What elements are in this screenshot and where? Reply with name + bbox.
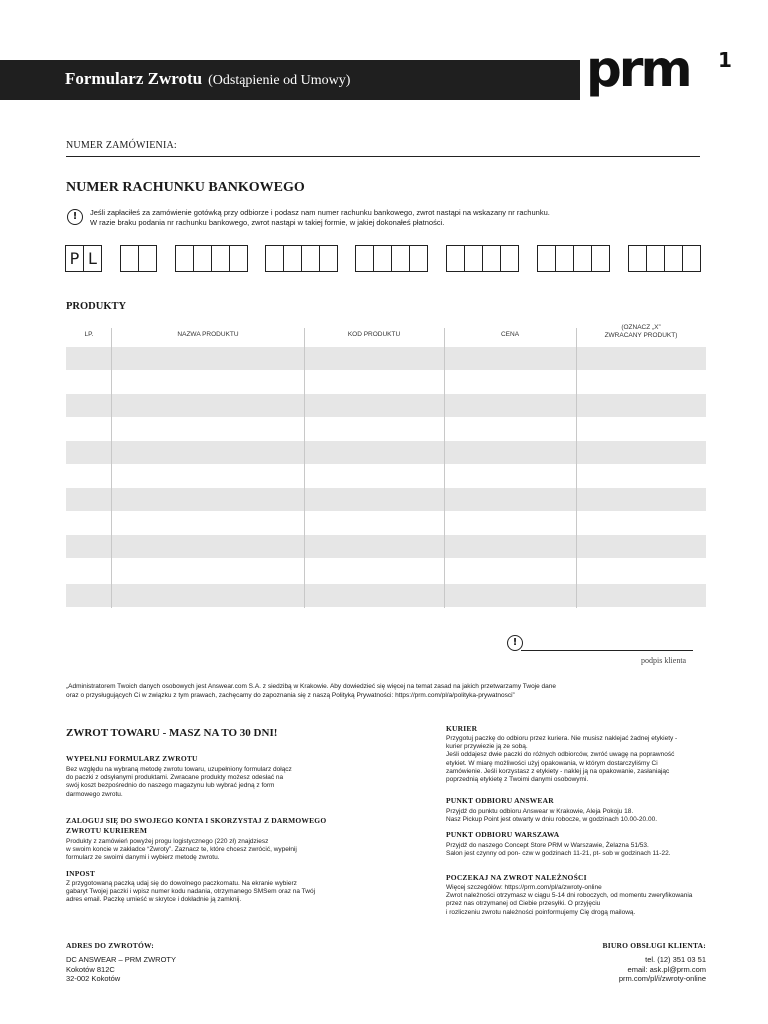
- text-line: przez nas otrzymanej od Ciebie przesyłki. O przyjęciu: [446, 900, 601, 908]
- text-line: do paczki z odsyłanymi produktami. Zwracane produkty możesz odesłać na: [66, 774, 284, 782]
- warsaw-pickup-title: PUNKT ODBIORU WARSZAWA: [446, 830, 560, 839]
- address-line: 32-002 Kokotów: [66, 974, 121, 983]
- column-header-mark: [576, 324, 706, 340]
- contact-url-link[interactable]: prm.com/pl/i/zwroty-online: [618, 974, 706, 983]
- iban-cell[interactable]: [211, 245, 230, 272]
- iban-cell[interactable]: [573, 245, 592, 272]
- table-row[interactable]: [66, 535, 706, 558]
- text-line: formularz ze swoimi danymi i wybierz metodę zwrotu.: [66, 854, 220, 862]
- iban-cell[interactable]: [482, 245, 501, 272]
- text-line: zamówienie. Jeśli korzystasz z etykiety - naklej ją na opakowanie, zasłaniając: [446, 767, 670, 775]
- iban-cell[interactable]: [628, 245, 647, 272]
- column-divider: [304, 328, 305, 608]
- logo-superscript: 1: [718, 48, 732, 72]
- iban-cell[interactable]: [391, 245, 410, 272]
- inpost-text: [66, 880, 366, 905]
- login-text: [66, 838, 366, 863]
- column-divider: [576, 328, 577, 608]
- refund-title: POCZEKAJ NA ZWROT NALEŻNOŚCI: [446, 873, 587, 882]
- iban-cell[interactable]: [301, 245, 320, 272]
- text-line: Nasz Pickup Point jest otwarty w dniu robocze, w godzinach 10.00-20.00.: [446, 816, 658, 824]
- iban-cell[interactable]: [229, 245, 248, 272]
- text-line: Bez względu na wybraną metodę zwrotu towaru, uzupełniony formularz dołącz: [66, 766, 292, 773]
- iban-cell[interactable]: [120, 245, 139, 272]
- iban-cell[interactable]: [500, 245, 519, 272]
- contact-email-link[interactable]: email: ask.pl@prm.com: [627, 964, 706, 974]
- inpost-title: INPOST: [66, 869, 96, 878]
- column-header-mark-line: ZWRACANY PRODUKT): [604, 332, 678, 339]
- iban-cell[interactable]: [409, 245, 428, 272]
- iban-digit-group[interactable]: [120, 245, 156, 272]
- text-line: Salon jest czynny od pon- czw w godzinach 11-21, pt- sob w godzinach 11-22.: [446, 850, 671, 858]
- warsaw-pickup-text: [446, 842, 716, 858]
- prm-logo: [586, 40, 736, 102]
- text-line: Jeśli oddajesz dwie paczki do różnych odbiorców, zwróć uwagę na poprawność: [446, 751, 675, 759]
- column-header-name: NAZWA PRODUKTU: [177, 331, 239, 338]
- form-title-main: Formularz Zwrotu: [65, 69, 203, 88]
- text-line: etykiet. W miarę możliwości użyj opakowania, w którym dostarczyliśmy Ci: [446, 759, 658, 767]
- iban-cell[interactable]: [664, 245, 683, 272]
- fill-form-text: [66, 766, 366, 799]
- text-line: Przyjdź do naszego Concept Store PRM w Warszawie, Żelazna 51/53.: [446, 842, 649, 849]
- contact-line: tel. (12) 351 03 51: [645, 955, 706, 964]
- text-line: Z przygotowaną paczką udaj się do dowolnego paczkomatu. Na ekranie wybierz: [66, 880, 297, 887]
- gdpr-line: „Administratorem Twoich danych osobowych jest Answear.com S.A. z siedzibą w Krakowie. Aby dowiedzieć się więcej na temat zasad na jakich przetwarzamy Twoje dane: [66, 683, 557, 690]
- courier-text: [446, 735, 716, 784]
- products-title: PRODUKTY: [66, 301, 127, 312]
- bank-note: [90, 208, 630, 228]
- iban-cell[interactable]: [682, 245, 701, 272]
- logo-text: prm: [586, 40, 690, 98]
- iban-digit-group[interactable]: [446, 245, 518, 272]
- login-title-line: ZALOGUJ SIĘ DO SWOJEGO KONTA I SKORZYSTAJ Z DARMOWEGO: [66, 816, 327, 825]
- iban-digit-group[interactable]: [628, 245, 700, 272]
- iban-prefix-group[interactable]: [65, 245, 101, 272]
- iban-cell[interactable]: [193, 245, 212, 272]
- login-title-line: ZWROTU KURIEREM: [66, 826, 148, 835]
- iban-cell[interactable]: P: [65, 245, 84, 272]
- login-title: [66, 816, 326, 836]
- text-line: poprzednią etykietę z Twoimi danymi osobowymi.: [446, 776, 589, 784]
- header-bar: [0, 60, 580, 100]
- signature-field[interactable]: [521, 650, 693, 651]
- order-number-label: NUMER ZAMÓWIENIA:: [66, 140, 177, 151]
- text-line: swój koszt bezpośrednio do naszego magazynu lub wybrać jedną z form: [66, 782, 275, 790]
- courier-title: KURIER: [446, 724, 478, 733]
- text-line: kurier przywiezie ją ze sobą.: [446, 743, 528, 751]
- signature-label: podpis klienta: [641, 656, 687, 665]
- answear-pickup-text: [446, 808, 716, 824]
- bank-account-title: NUMER RACHUNKU BANKOWEGO: [66, 180, 305, 195]
- gdpr-note: [66, 683, 586, 700]
- iban-cell[interactable]: [446, 245, 465, 272]
- column-header-lp: LP.: [84, 331, 94, 338]
- iban-cell[interactable]: [283, 245, 302, 272]
- iban-cell[interactable]: [319, 245, 338, 272]
- column-header-code: KOD PRODUKTU: [347, 331, 401, 338]
- column-divider: [111, 328, 112, 608]
- iban-cell[interactable]: [265, 245, 284, 272]
- return-address: [66, 955, 176, 984]
- iban-cell[interactable]: [555, 245, 574, 272]
- refund-text: [446, 884, 716, 917]
- iban-cell[interactable]: [464, 245, 483, 272]
- exclamation-icon: !: [507, 635, 523, 651]
- table-row[interactable]: [66, 488, 706, 511]
- form-title-sub: (Odstąpienie od Umowy): [208, 73, 351, 88]
- iban-digit-group[interactable]: [355, 245, 427, 272]
- text-line: Produkty z zamówień powyżej progu logistycznego (220 zł) znajdziesz: [66, 838, 269, 845]
- order-number-field[interactable]: [66, 156, 700, 157]
- column-divider: [444, 328, 445, 608]
- text-line: gabaryt Twojej paczki i wpisz numer kodu nadania, otrzymanego SMSem oraz na Twój: [66, 888, 316, 896]
- address-line: Kokotów 812C: [66, 964, 115, 974]
- bank-note-line: Jeśli zapłaciłeś za zamówienie gotówką przy odbiorze i podasz nam numer rachunku bankowego, zwrot nastąpi na wskazany nr rachunku.: [90, 208, 550, 217]
- address-line: DC ANSWEAR – PRM ZWROTY: [66, 955, 177, 964]
- iban-digit-group[interactable]: [175, 245, 247, 272]
- text-line: Zwrot należności otrzymasz w ciągu 5-14 dni roboczych, od momentu zweryfikowania: [446, 892, 693, 900]
- text-line: Przygotuj paczkę do odbioru przez kuriera. Nie musisz naklejać żadnej etykiety -: [446, 735, 678, 742]
- iban-cell[interactable]: [373, 245, 392, 272]
- exclamation-icon: !: [67, 209, 83, 225]
- table-row[interactable]: [66, 584, 706, 607]
- text-line: w swoim koncie w zakładce “Zwroty”. Zaznacz te, które chcesz zwrócić, wypełnij: [66, 846, 297, 854]
- table-row[interactable]: [66, 347, 706, 370]
- text-line: Więcej szczegółów: https://prm.com/pl/a/zwroty-online: [446, 884, 602, 891]
- form-title: [65, 69, 350, 89]
- iban-digit-group[interactable]: [265, 245, 337, 272]
- customer-service-contact: [619, 955, 706, 984]
- iban-cell[interactable]: [175, 245, 194, 272]
- text-line: i rozliczeniu zwrotu należności poinformujemy Cię drogą mailową.: [446, 908, 636, 916]
- iban-cell[interactable]: L: [83, 245, 102, 272]
- text-line: adres email. Paczkę umieść w skrytce i dokładnie ją zamknij.: [66, 896, 242, 904]
- customer-service-label: BIURO OBSŁUGI KLIENTA:: [602, 941, 706, 950]
- text-line: Przyjdź do punktu odbioru Answear w Krakowie, Aleja Pokoju 18.: [446, 808, 634, 815]
- gdpr-line: oraz o przysługujących Ci w związku z tym prawach, zachęcamy do zapoznania się z naszą Polityką Prywatności: https://prm.com/pl/a/polityka-prywatnosci”: [66, 691, 515, 699]
- iban-cell[interactable]: [355, 245, 374, 272]
- iban-cell[interactable]: [138, 245, 157, 272]
- return-section-title: ZWROT TOWARU - MASZ NA TO 30 DNI!: [66, 727, 278, 739]
- fill-form-title: WYPEŁNIJ FORMULARZ ZWROTU: [66, 754, 198, 763]
- return-address-label: ADRES DO ZWROTÓW:: [66, 941, 154, 950]
- iban-cell[interactable]: [537, 245, 556, 272]
- text-line: darmowego zwrotu.: [66, 790, 123, 798]
- iban-digit-group[interactable]: [537, 245, 609, 272]
- column-header-mark-line: (OZNACZ „X”: [621, 324, 661, 331]
- answear-pickup-title: PUNKT ODBIORU ANSWEAR: [446, 796, 554, 805]
- iban-cell[interactable]: [646, 245, 665, 272]
- table-row[interactable]: [66, 441, 706, 464]
- column-header-price: CENA: [500, 331, 520, 338]
- iban-cell[interactable]: [591, 245, 610, 272]
- table-row[interactable]: [66, 394, 706, 417]
- bank-note-line: W razie braku podania nr rachunku bankowego, zwrot nastąpi w takiej formie, w jakiej dokonałeś płatności.: [90, 218, 445, 227]
